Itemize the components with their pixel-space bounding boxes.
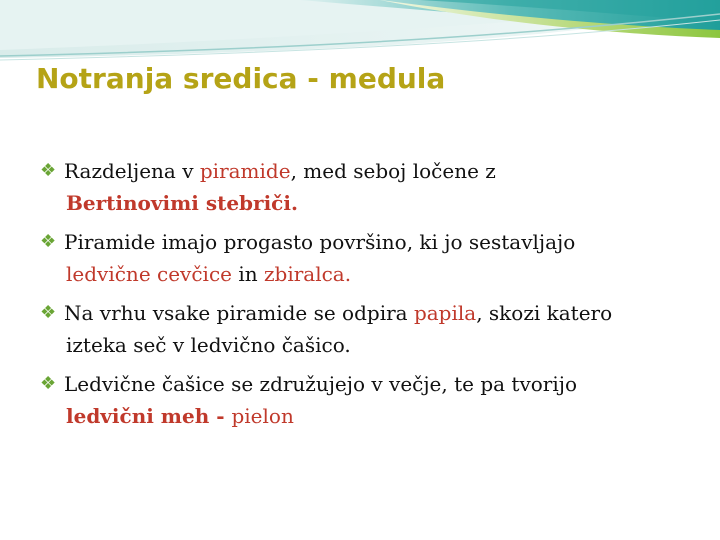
bullet-line [64,368,704,400]
bullet-item [40,297,704,361]
bullet-text: izteka seč v ledvično čašico. [66,333,351,357]
diamond-clover-icon: ❖ [40,231,57,252]
bullet-text: Ledvične čašice se združujejo v večje, te pa tvorijo [64,372,577,396]
bullet-text: Na vrhu vsake piramide se odpira [64,301,414,325]
bullet-item [40,155,704,219]
bullet-text: Razdeljena v [64,159,200,183]
slide-title: Notranja sredica - medula [36,62,446,95]
highlight-term: papila [413,301,477,325]
diamond-clover-icon: ❖ [40,302,57,323]
bullet-line [64,187,704,219]
bullet-line [64,258,704,290]
highlight-term: Bertinovimi stebriči. [66,191,298,215]
bullet-line [64,400,704,432]
bullet-line [64,155,704,187]
diamond-clover-icon: ❖ [40,160,57,181]
highlight-term: pielon [231,404,294,428]
highlight-term: piramide [199,159,291,183]
bullet-text: Piramide imajo progasto površino, ki jo sestavljajo [64,230,576,254]
bullet-line [64,226,704,258]
bullet-line [64,329,704,361]
bullet-item [40,226,704,290]
bullet-text: , skozi katero [476,301,613,325]
bullet-item [40,368,704,432]
bullet-line [64,297,704,329]
bullet-text: , med seboj ločene z [290,159,496,183]
highlight-term: ledvične cevčice [66,262,232,286]
bullet-list [40,155,704,439]
highlight-term: zbiralca. [263,262,352,286]
highlight-term: ledvični meh - [66,404,232,428]
bullet-text: in [231,262,264,286]
diamond-clover-icon: ❖ [40,373,57,394]
